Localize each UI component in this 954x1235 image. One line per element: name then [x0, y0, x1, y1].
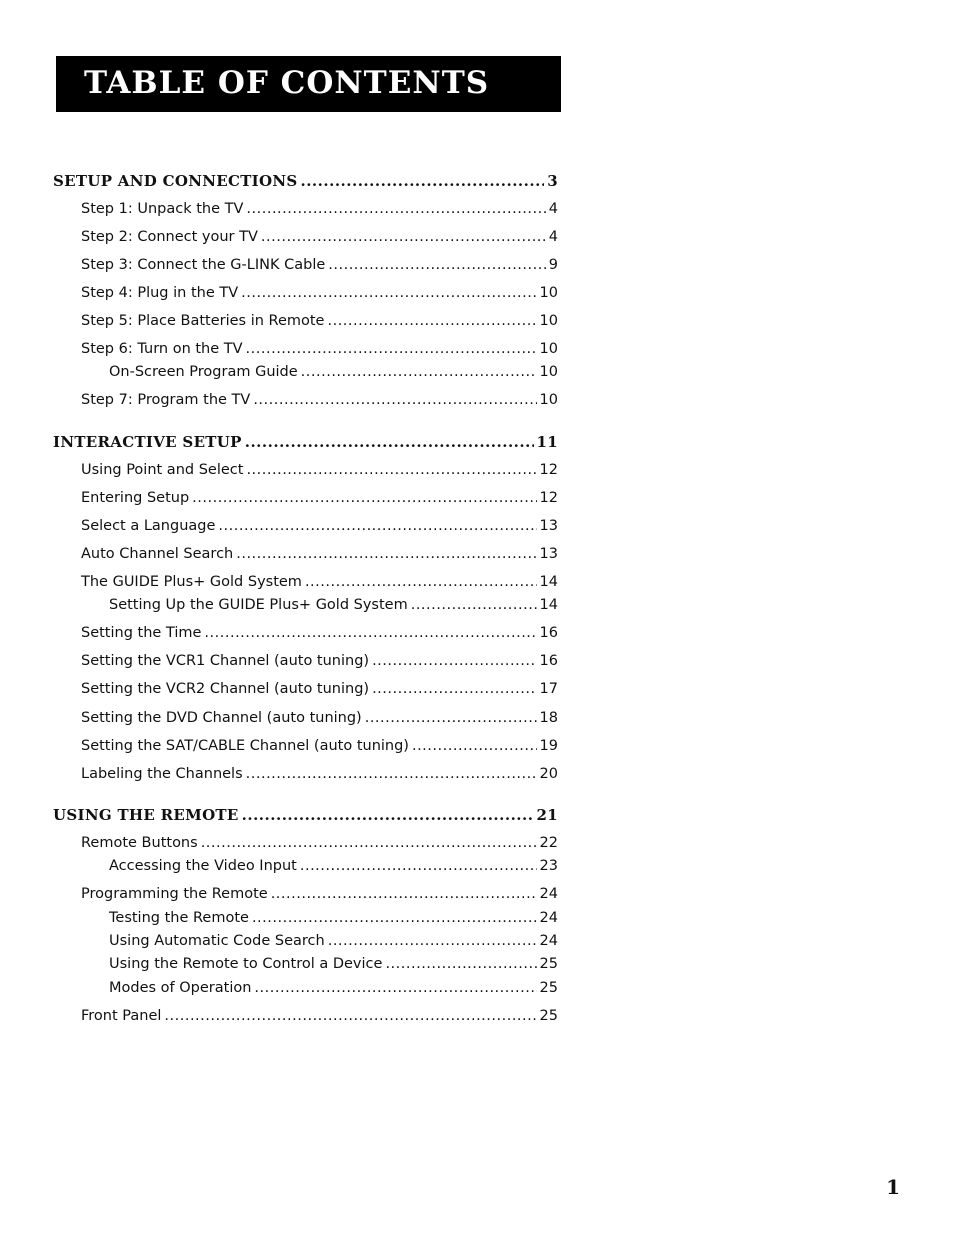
dot-leader: [204, 623, 536, 643]
toc-entry-page: 10: [539, 364, 558, 380]
dot-leader: [301, 362, 537, 382]
dot-leader: [192, 488, 536, 508]
toc-entry: [81, 736, 558, 756]
dot-leader: [372, 679, 536, 699]
toc-entry: [81, 516, 558, 536]
toc-entry: [109, 856, 558, 876]
toc-entry-page: 16: [539, 625, 558, 641]
toc-entry-label: Programming the Remote: [81, 886, 268, 902]
dot-leader: [246, 339, 537, 359]
toc-entry-page: 10: [539, 392, 558, 408]
dot-leader: [164, 1006, 536, 1026]
toc-entry: [81, 572, 558, 592]
page-title: TABLE OF CONTENTS: [84, 65, 490, 101]
dot-leader: [201, 833, 537, 853]
toc-entry: [81, 623, 558, 643]
toc-entry-page: 19: [539, 738, 558, 754]
toc-entry-label: Using the Remote to Control a Device: [109, 956, 383, 972]
toc-entry: [109, 362, 558, 382]
toc-entry-label: USING THE REMOTE: [53, 806, 239, 824]
toc-entry: [109, 954, 558, 974]
dot-leader: [246, 199, 545, 219]
dot-leader: [411, 595, 537, 615]
toc-entry: [81, 311, 558, 331]
toc-entry-label: Using Point and Select: [81, 462, 244, 478]
toc-entry-label: Setting the VCR2 Channel (auto tuning): [81, 681, 370, 697]
dot-leader: [236, 544, 536, 564]
toc-entry-page: 3: [547, 172, 558, 190]
toc-entry-page: 24: [539, 933, 558, 949]
toc-entry: [81, 708, 558, 728]
page-number: 1: [886, 1175, 900, 1199]
toc-entry-page: 4: [548, 201, 558, 217]
toc-entry-page: 4: [548, 229, 558, 245]
toc-entry-page: 13: [539, 546, 558, 562]
toc-entry-label: Step 3: Connect the G-LINK Cable: [81, 257, 326, 273]
toc-entry-label: Setting the VCR1 Channel (auto tuning): [81, 653, 370, 669]
toc-entry: [109, 595, 558, 615]
toc-entry-page: 25: [539, 1008, 558, 1024]
toc-entry: [81, 390, 558, 410]
toc-entry: [109, 908, 558, 928]
dot-leader: [328, 255, 546, 275]
toc-entry-page: 20: [539, 766, 558, 782]
toc-entry-page: 11: [536, 433, 558, 451]
dot-leader: [254, 978, 536, 998]
dot-leader: [300, 171, 544, 191]
toc-entry-label: Using Automatic Code Search: [109, 933, 325, 949]
toc-entry-page: 22: [539, 835, 558, 851]
toc-entry-page: 16: [539, 653, 558, 669]
toc-entry: [81, 1006, 558, 1026]
toc-entry: [81, 460, 558, 480]
toc-entry-label: On-Screen Program Guide: [109, 364, 298, 380]
toc-entry-label: Step 5: Place Batteries in Remote: [81, 313, 325, 329]
toc-entry: [81, 679, 558, 699]
toc-entry-label: The GUIDE Plus+ Gold System: [81, 574, 302, 590]
toc-entry-label: Setting Up the GUIDE Plus+ Gold System: [109, 597, 408, 613]
toc-entry: [81, 255, 558, 275]
toc-entry-label: Entering Setup: [81, 490, 190, 506]
toc-entry-page: 12: [539, 490, 558, 506]
toc-entry-label: Step 6: Turn on the TV: [81, 341, 243, 357]
toc-entry-label: Setting the DVD Channel (auto tuning): [81, 710, 362, 726]
toc-section-entry: [53, 432, 558, 452]
toc-entry-page: 25: [539, 956, 558, 972]
toc-entry-page: 12: [539, 462, 558, 478]
dot-leader: [246, 764, 537, 784]
toc-entry-page: 9: [548, 257, 558, 273]
toc-entry-page: 14: [539, 597, 558, 613]
dot-leader: [246, 460, 536, 480]
toc-section-entry: [53, 171, 558, 191]
dot-leader: [252, 908, 537, 928]
dot-leader: [218, 516, 536, 536]
toc-section-entry: [53, 805, 558, 825]
toc-entry-label: Testing the Remote: [109, 910, 249, 926]
dot-leader: [412, 736, 537, 756]
toc-entry-page: 23: [539, 858, 558, 874]
toc-entry-label: SETUP AND CONNECTIONS: [53, 172, 298, 190]
dot-leader: [261, 227, 546, 247]
toc-entry-label: Step 7: Program the TV: [81, 392, 251, 408]
dot-leader: [365, 708, 537, 728]
toc-entry: [81, 764, 558, 784]
dot-leader: [327, 311, 536, 331]
toc-entry-label: Auto Channel Search: [81, 546, 234, 562]
toc-entry-page: 21: [536, 806, 558, 824]
dot-leader: [328, 931, 537, 951]
dot-leader: [245, 432, 534, 452]
toc-entry-page: 13: [539, 518, 558, 534]
dot-leader: [300, 856, 537, 876]
toc-entry: [81, 227, 558, 247]
toc-entry-label: Setting the Time: [81, 625, 202, 641]
toc-entry: [81, 339, 558, 359]
dot-leader: [372, 651, 536, 671]
toc-entry-page: 24: [539, 886, 558, 902]
dot-leader: [385, 954, 536, 974]
toc-entry: [81, 651, 558, 671]
toc-entry-page: 18: [539, 710, 558, 726]
dot-leader: [241, 283, 536, 303]
dot-leader: [253, 390, 536, 410]
toc-entry-label: Step 1: Unpack the TV: [81, 201, 244, 217]
toc-entry-label: Labeling the Channels: [81, 766, 243, 782]
toc-entry-label: Accessing the Video Input: [109, 858, 297, 874]
toc-entry-label: Setting the SAT/CABLE Channel (auto tuning): [81, 738, 409, 754]
toc-entry: [109, 978, 558, 998]
toc-entry-label: INTERACTIVE SETUP: [53, 433, 242, 451]
dot-leader: [305, 572, 537, 592]
toc-entry: [81, 199, 558, 219]
toc-entry-page: 25: [539, 980, 558, 996]
toc-entry-page: 14: [539, 574, 558, 590]
toc-entry-label: Remote Buttons: [81, 835, 198, 851]
toc-entry-page: 10: [539, 341, 558, 357]
toc-entry-label: Step 2: Connect your TV: [81, 229, 258, 245]
toc-entry: [81, 833, 558, 853]
toc-entry: [81, 488, 558, 508]
toc-entry-page: 17: [539, 681, 558, 697]
toc-entry-page: 10: [539, 313, 558, 329]
toc-entry-label: Select a Language: [81, 518, 216, 534]
toc-entry-label: Step 4: Plug in the TV: [81, 285, 239, 301]
dot-leader: [242, 805, 534, 825]
toc-entry-label: Front Panel: [81, 1008, 162, 1024]
toc-entry: [81, 544, 558, 564]
toc-entry-page: 10: [539, 285, 558, 301]
toc-entry-label: Modes of Operation: [109, 980, 252, 996]
toc-entry-page: 24: [539, 910, 558, 926]
dot-leader: [271, 884, 537, 904]
toc-entry: [109, 931, 558, 951]
toc-entry: [81, 884, 558, 904]
toc-entry: [81, 283, 558, 303]
